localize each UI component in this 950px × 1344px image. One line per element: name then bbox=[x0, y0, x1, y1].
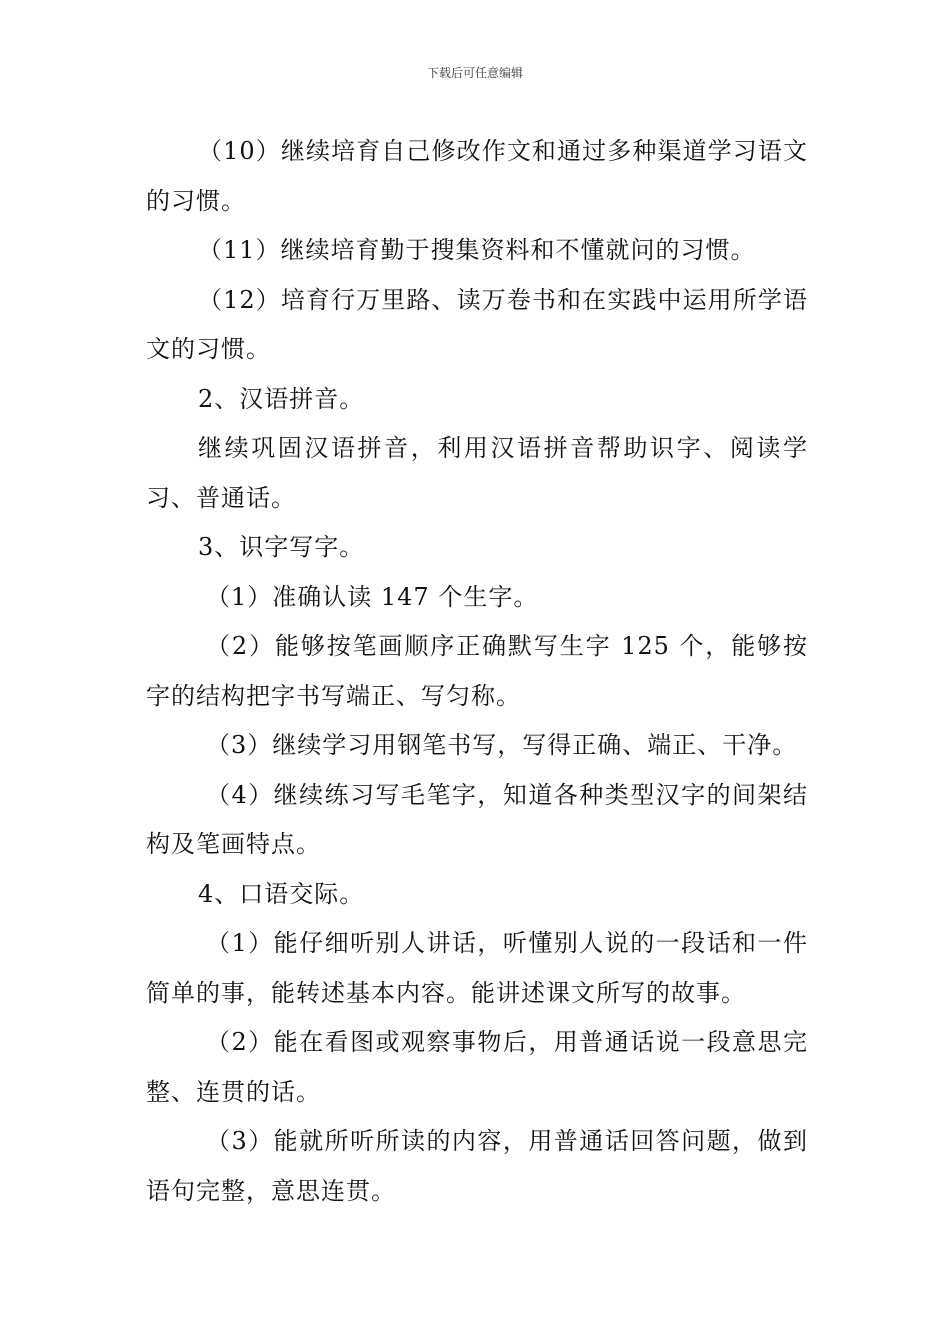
paragraph-oral-3: （3）能就所听所读的内容，用普通话回答问题，做到语句完整，意思连贯。 bbox=[146, 1127, 808, 1205]
paragraph-literacy-2: （2）能够按笔画顺序正确默写生字 125 个，能够按字的结构把字书写端正、写匀称。 bbox=[146, 632, 808, 710]
section-heading-pinyin: 2、汉语拼音。 bbox=[198, 384, 365, 413]
paragraph-literacy-4: （4）继续练习写毛笔字，知道各种类型汉字的间架结构及笔画特点。 bbox=[146, 780, 808, 858]
paragraph-10: （10）继续培育自己修改作文和通过多种渠道学习语文的习惯。 bbox=[146, 137, 808, 215]
paragraph-literacy-3: （3）继续学习用钢笔书写，写得正确、端正、干净。 bbox=[206, 731, 798, 759]
page-header: 下载后可任意编辑 bbox=[426, 66, 523, 80]
paragraph-11: （11）继续培育勤于搜集资料和不懂就问的习惯。 bbox=[198, 236, 756, 264]
section-heading-literacy: 3、识字写字。 bbox=[198, 533, 365, 561]
paragraph-pinyin-body: 继续巩固汉语拼音，利用汉语拼音帮助识字、阅读学习、普通话。 bbox=[146, 434, 808, 512]
paragraph-oral-2: （2）能在看图或观察事物后，用普通话说一段意思完整、连贯的话。 bbox=[146, 1028, 808, 1106]
section-heading-oral: 4、口语交际。 bbox=[198, 879, 365, 908]
document-body bbox=[146, 127, 808, 1216]
paragraph-12: （12）培育行万里路、读万卷书和在实践中运用所学语文的习惯。 bbox=[146, 285, 808, 363]
paragraph-literacy-1: （1）准确认读 147 个生字。 bbox=[206, 582, 539, 611]
paragraph-oral-1: （1）能仔细听别人讲话，听懂别人说的一段话和一件简单的事，能转述基本内容。能讲述课文所写的故事。 bbox=[146, 929, 808, 1007]
